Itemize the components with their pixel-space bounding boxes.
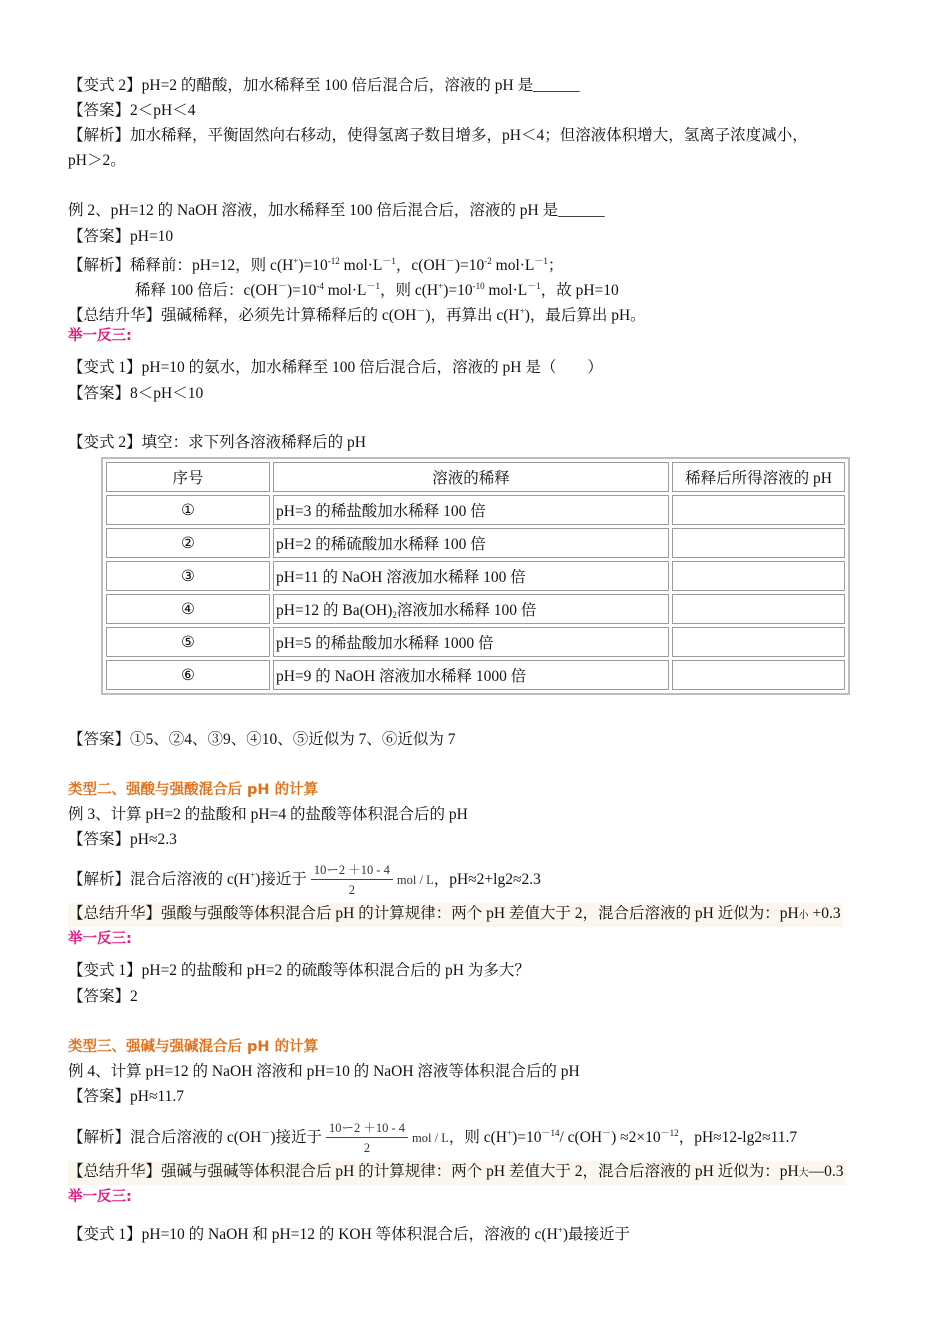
row-ph-blank [672,495,845,525]
example2-question: 例 2、pH=12 的 NaOH 溶液，加水稀释至 100 倍后混合后，溶液的 pH 是______ [68,202,605,219]
row-description: pH=2 的稀硫酸加水稀释 100 倍 [273,528,669,558]
table-row [106,561,845,591]
example3-analysis: 【解析】混合后溶液的 c(H+)接近于 $\frac{\text{10ー2 ＋10 - 4}}{2}$ mol / L，pH≈2+lg2≈2.3 [68,863,541,898]
row-ph-blank [672,594,845,624]
section-type3-heading: 类型三、强碱与强碱混合后 pH 的计算 [68,1039,319,1055]
section-type2-heading: 类型二、强酸与强酸混合后 pH 的计算 [68,782,319,798]
row-ph-blank [672,660,845,690]
variant2-analysis-cont: pH＞2。 [68,152,126,169]
table-header-no: 序号 [106,462,270,492]
row-ph-blank [672,627,845,657]
variant1b-question: 【变式 1】pH=2 的盐酸和 pH=2 的硫酸等体积混合后的 pH 为多大？ [68,962,530,979]
fraction: $\frac{\text{10ー2 ＋10 - 4}}{2}$ [311,862,393,898]
variant1-answer: 【答案】8＜pH＜10 [68,385,204,402]
example3-summary: 【总结升华】强酸与强酸等体积混合后 pH 的计算规律：两个 pH 差值大于 2，混合后溶液的 pH 近似为：pH小 +0.3 [68,903,843,927]
table-header-ph: 稀释后所得溶液的 pH [672,462,845,492]
row-description: pH=12 的 $Ba(OH)_2$溶液加水稀释 100 倍 [273,594,669,624]
row-number: ③ [106,561,270,591]
practice-heading-1: 举一反三: [68,328,132,344]
table-row [106,660,845,690]
table-answer: 【答案】①5、②4、③9、④10、⑤近似为 7、⑥近似为 7 [68,731,456,748]
variant2-answer: 【答案】2＜pH＜4 [68,102,196,119]
table-row [106,627,845,657]
table-header-desc: 溶液的稀释 [273,462,669,492]
row-number: ④ [106,594,270,624]
variant1c-question: 【变式 1】pH=10 的 NaOH 和 pH=12 的 KOH 等体积混合后，溶液的 c(H+)最接近于 [68,1225,631,1243]
row-number: ② [106,528,270,558]
row-number: ① [106,495,270,525]
example2-analysis-cont: 稀释 100 倍后：$c(OH^-)=10^{-4}$ $mol\cdot L^{-1}$，则 $c(H^+)=10^{-10}$ $mol\cdot L^{-1}$，故 pH=10 [135,281,619,299]
row-description: pH=3 的稀盐酸加水稀释 100 倍 [273,495,669,525]
row-description: pH=11 的 NaOH 溶液加水稀释 100 倍 [273,561,669,591]
dilution-table [101,457,850,695]
table-row [106,528,845,558]
table-row [106,495,845,525]
variant2-fill-question: 【变式 2】填空：求下列各溶液稀释后的 pH [68,434,366,451]
variant1b-answer: 【答案】2 [68,988,138,1005]
example4-analysis: 【解析】混合后溶液的 c(OH－)接近于 $\frac{\text{10ー2 ＋10 - 4}}{2}$ mol / L，则 $c(H^+)=10^{-14}/$ $c(OH^-) \approx 2\times 10^{-12}$，pH≈12-lg2≈11.7 [68,1121,798,1156]
row-number: ⑤ [106,627,270,657]
row-number: ⑥ [106,660,270,690]
example3-answer: 【答案】pH≈2.3 [68,831,177,848]
variant2-analysis: 【解析】加水稀释，平衡固然向右移动，使得氢离子数目增多，pH＜4；但溶液体积增大，氢离子浓度减小， [68,127,808,144]
row-description: pH=5 的稀盐酸加水稀释 1000 倍 [273,627,669,657]
row-ph-blank [672,528,845,558]
example2-answer: 【答案】pH=10 [68,228,174,245]
row-ph-blank [672,561,845,591]
practice-heading-3: 举一反三: [68,1189,132,1205]
table-header-row [106,462,845,492]
example2-analysis: 【解析】稀释前：pH=12，则 $c(H^+)=10^{-12}$ $mol\cdot L^{-1}$，$c(OH^-)=10^{-2}$ $mol\cdot L^{-1}$； [68,256,564,274]
fraction: $\frac{\text{10ー2 ＋10 - 4}}{2}$ [326,1120,408,1156]
table-row [106,594,845,624]
row-description: pH=9 的 NaOH 溶液加水稀释 1000 倍 [273,660,669,690]
example4-summary: 【总结升华】强碱与强碱等体积混合后 pH 的计算规律：两个 pH 差值大于 2，混合后溶液的 pH 近似为：pH大—0.3 [68,1161,846,1185]
example2-summary: 【总结升华】强碱稀释，必须先计算稀释后的 c(OH－)，再算出 c(H+)，最后算出 pH。 [68,306,646,324]
variant1-question: 【变式 1】pH=10 的氨水，加水稀释至 100 倍后混合后，溶液的 pH 是（ ） [68,359,603,376]
example4-answer: 【答案】pH≈11.7 [68,1088,185,1105]
example3-question: 例 3、计算 pH=2 的盐酸和 pH=4 的盐酸等体积混合后的 pH [68,806,468,823]
example4-question: 例 4、计算 pH=12 的 NaOH 溶液和 pH=10 的 NaOH 溶液等体积混合后的 pH [68,1063,580,1080]
variant2-question: 【变式 2】pH=2 的醋酸，加水稀释至 100 倍后混合后，溶液的 pH 是______ [68,77,580,94]
practice-heading-2: 举一反三: [68,931,132,947]
